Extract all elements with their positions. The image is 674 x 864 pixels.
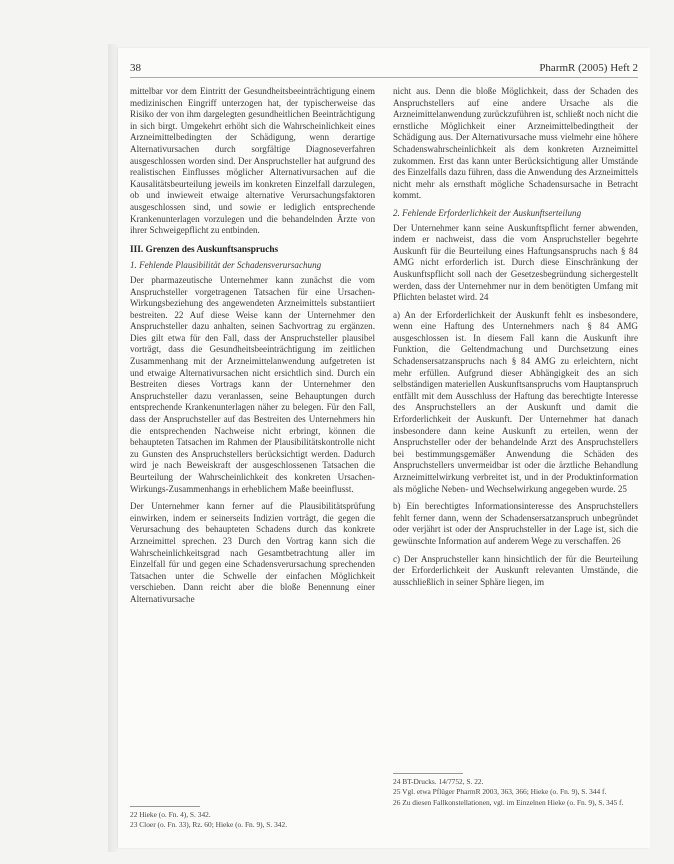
page-number: 38 [130,62,141,74]
right-paragraph-3: a) An der Erforderlichkeit der Auskunft fehlt es insbesondere, wenn eine Haftung des Unternehmers nach § 84 AMG ausgeschlossen ist. In diesem Fall kann die Auskunft ihre Funktion, die Geltendmachung und Durchsetzung eines Schadensersatzanspruchs nach § 84 AMG zu erleichtern, nicht mehr erfüllen. Aufgrund dieser Abhängigkeit des an sich selbständigen materiellen Auskunftsanspruchs vom Hauptanspruch entfällt mit dem Ausschluss der Haftung das berechtigte Interesse des Anspruchstellers an der Auskunft und damit die Erforderlichkeit der Auskunft. Der Unternehmer hat danach insbesondere dann keine Auskunft zu erteilen, wenn der Anspruchsteller oder der behandelnde Arzt des Anspruchstellers bei bestimmungsgemäßer Anwendung die Schäden des Anspruchstellers unvermeidbar ist oder die ärztliche Behandlung Arzneimittelwirkung verbreitet ist, und in der Produktinformation als mögliche Neben- und Wechselwirkung angegeben wurde. 25 [393,309,638,494]
section-heading: III. Grenzen des Auskunftsanspruchs [130,244,279,255]
footnote-26: 26 Zu diesen Fallkonstellationen, vgl. im Einzelnen Hieke (o. Fn. 9), S. 345 f. [393,797,624,807]
left-paragraph-2: Der Unternehmer kann ferner auf die Plausibilitätsprüfung einwirken, indem er seinerseits Indizien vorträgt, die gegen die Verursachung des behaupteten Schadens durch das konkrete Arzneimittel sprechen. 23 Durch den Vortrag kann sich die Wahrscheinlichkeitsgrad nach Gesamtbetrachtung aller im Einzelfall für und gegen eine Schadensverursachung sprechenden Tatsachen unter die Schwelle der einfachen Möglichkeit verschieben. Dann reicht aber die bloße Benennung einer Alternativursache [130,501,375,604]
subsection-heading-1: 1. Fehlende Plausibilität der Schadensverursachung [130,260,322,271]
footnote-rule [130,806,200,807]
footnote-23: 23 Cloer (o. Fn. 33), Rz. 60; Hieke (o. Fn. 9), S. 342. [130,820,288,830]
right-footnotes [393,773,638,808]
left-footnotes [130,806,375,831]
document-page [118,48,650,848]
left-paragraph-1: Der pharmazeutische Unternehmer kann zunächst die vom Anspruchsteller vorgetragenen Tatsachen für eine Ursachen-Wirkungsbeziehung des angewendeten Arzneimittels substantiiert bestreiten. 22 Auf diese Weise kann der Unternehmer den Anspruchsteller dazu anhalten, seinen Sachvortrag zu ergänzen. Dies gilt etwa für den Fall, dass der Anspruchsteller plausibel vorträgt, dass die Gesundheitsbeeinträchtigung im zeitlichen Zusammenhang mit der Arzneimittelanwendung aufgetreten ist und etwaige Alternativursachen nicht ersichtlich sind. Durch ein Bestreiten dieses Vortrags kann der Unternehmer den Anspruchsteller dazu veranlassen, seine Behauptungen durch entsprechende Krankenunterlagen näher zu belegen. Für den Fall, dass der Anspruchsteller auf das Bestreiten des Unternehmers hin die entsprechenden Nachweise nicht erbringt, können die behaupteten Tatsachen im Rahmen der Plausibilitätskontrolle nicht zu Gunsten des Anspruchstellers berücksichtigt werden. Dadurch wird je nach Beweiskraft der ausgeschlossenen Tatsachen die Beurteilung der Wahrscheinlichkeit des konkreten Ursachen-Wirkungs-Zusammenhangs in erheblichem Maße beeinflusst. [130,274,375,494]
left-column [130,86,375,612]
left-intro-paragraph: mittelbar vor dem Eintritt der Gesundheitsbeeinträchtigung einem medizinischen Eingriff unterzogen hat, der typischerweise das Risiko der von ihm dargelegten gesundheitlichen Beeinträchtigung in sich birgt. Umgekehrt erhöht sich die Wahrscheinlichkeit eines Arzneimittelbedingten der Schädigung, wenn derartige Alternativursachen durch sorgfältige Diagnoseverfahren ausgeschlossen worden sind. Der Anspruchsteller hat aufgrund des realistischen Einflusses möglicher Alternativursachen auf die Kausalitätsbeurteilung jeweils im konkreten Einzelfall darzulegen, ob und inwieweit etwaige alternative Verursachungsfaktoren ausgeschlossen sind, und sowie er lediglich entsprechende Krankenunterlagen vorzulegen und die behandelnden Ärzte von ihrer Schweigepflicht zu entbinden. [130,86,375,236]
right-paragraph-1: nicht aus. Denn die bloße Möglichkeit, dass der Schaden des Anspruchstellers auf eine andere Ursache als die Arzneimittelanwendung zurückzuführen ist, schließt noch nicht die ernstliche Möglichkeit einer Arzneimittelbedingtheit der Schädigung aus. Der Alternativursache muss vielmehr eine höhere Schadenswahrscheinlichkeit als dem konkreten Arzneimittel zukommen. Erst das kann unter Berücksichtigung aller Umstände des Einzelfalls dazu führen, dass die Anwendung des Arzneimittels nicht mehr als ernsthaft mögliche Schadensursache in Betracht kommt. [393,86,638,201]
right-paragraph-5: c) Der Anspruchsteller kann hinsichtlich der für die Beurteilung der Erforderlichkeit der Auskunft relevanten Umstände, die ausschließlich in seiner Sphäre liegen, im [393,553,638,587]
subsection-heading-2: 2. Fehlende Erforderlichkeit der Auskunftserteilung [393,207,582,218]
right-column [393,86,638,594]
footnote-22: 22 Hieke (o. Fn. 4), S. 342. [130,810,211,819]
right-paragraph-4: b) Ein berechtigtes Informationsinteresse des Anspruchstellers fehlt ferner dann, wenn der Schadensersatzanspruch unbegründet oder verjährt ist oder der Anspruchsteller in der Lage ist, sich die gewünschte Information auf anderem Wege zu verschaffen. 26 [393,501,638,546]
right-paragraph-2: Der Unternehmer kann seine Auskunftspflicht ferner abwenden, indem er nachweist, dass die vom Anspruchsteller begehrte Auskunft für die Beurteilung eines Haftungsanspruchs nach § 84 AMG nicht erforderlich ist. Durch diese Einschränkung der Auskunftspflicht soll nach der Gesetzesbegründung sichergestellt werden, dass der Unternehmer nur in dem benötigten Umfang mit Pflichten belastet wird. 24 [393,222,638,303]
page-header [130,62,638,78]
footnote-rule [393,773,463,774]
journal-citation: PharmR (2005) Heft 2 [539,62,638,74]
footnote-24: 24 BT-Drucks. 14/7752, S. 22. [393,777,484,786]
header-rule [130,77,638,78]
footnote-25: 25 Vgl. etwa Pflüger PharmR 2003, 363, 366; Hieke (o. Fn. 9), S. 344 f. [393,787,607,797]
